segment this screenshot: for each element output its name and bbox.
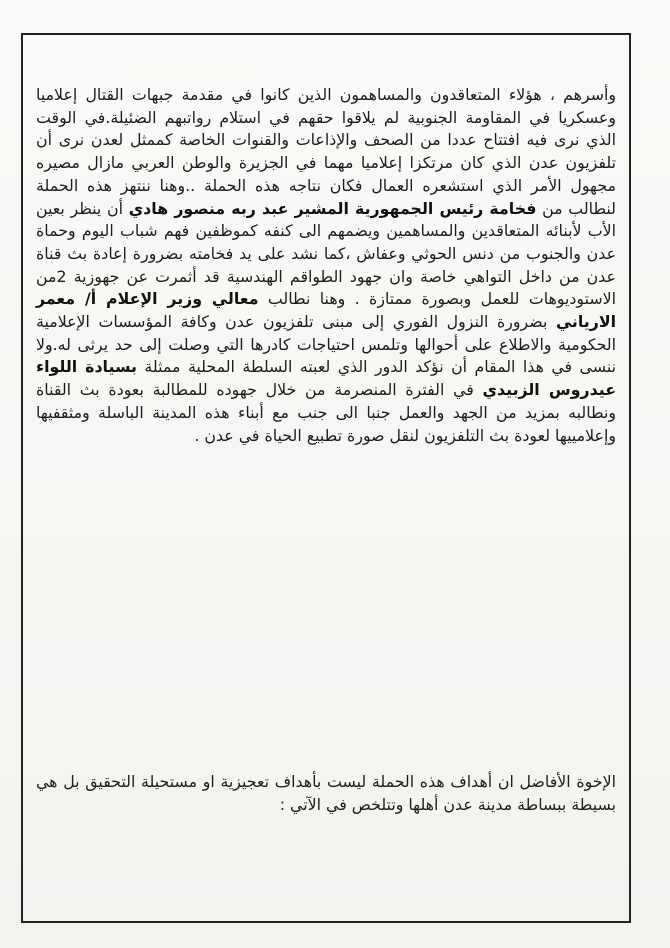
paragraph-text-4: في الفترة المنصرمة من خلال جهوده للمطالبة بعودة بث القناة ونطالبه بمزيد من الجهد والعمل جنبا الى جنب مع أبناء هذه المدينة الباسلة ومثقفيها وإعلامييها لعودة بث التلفزيون لنقل صورة تطبيع الحياة في عدن . — [36, 380, 616, 445]
paragraph-text-3: بضرورة النزول الفوري إلى مبنى تلفزيون عدن وكافة المؤسسات الإعلامية الحكومية والاطلاع على أحوالها وتلمس احتياجات كادرها التي وصلت إلى حد يرثى له.ولا ننسى في هذا المقام أن نؤكد الدور الذي لعبته السلطة المحلية ممثلة — [36, 312, 616, 377]
governor-name: بسيادة اللواء عيدروس الزبيدي — [36, 357, 616, 400]
closing-paragraph: الإخوة الأفاضل ان أهداف هذه الحملة ليست بأهداف تعجيزية او مستحيلة التحقيق بل هي بسيطة ببساطة مدينة عدن أهلها وتتلخص في الآتي : — [36, 772, 616, 814]
minister-name: معالي وزير الإعلام أ/ معمر الارياني — [36, 289, 617, 332]
president-name: فخامة رئيس الجمهورية المشير عبد ربه منصور هادي — [128, 198, 537, 218]
main-paragraph — [36, 84, 616, 447]
paragraph-text-2: أن ينظر بعين الأب لأبنائه المتعاقدين والمساهمين ويضمهم الى كنفه كموظفين فهم شباب اليوم وحماة عدن والجنوب من دنس الحوثي وعفاش ،كما نشد على يد فخامته بضرورة إعادة بث قناة عدن من داخل التواهي خاصة وان جهود الطواقم الهندسية قد أثمرت عن جهوزية 2من الاستوديوهات للعمل وبصورة ممتازة . وهنا نطالب — [36, 198, 616, 309]
paragraph-text-1: وأسرهم ، هؤلاء المتعاقدون والمساهمون الذين كانوا في مقدمة جبهات القتال إعلاميا وعسكريا في المقاومة الجنوبية لم يلاقوا حقهم في استلام رواتبهم الضئيلة.في الوقت الذي نرى فيه افتتاح عددا من الصحف والإذاعات والقنوات الخاصة كممثل لعدن نرى أن تلفزيون عدن الذي كان مرتكزا إعلاميا مهما في الجزيرة والوطن العربي مازال مصيره مجهول الأمر الذي استشعره العمال فكان نتاجه هذه الحملة ..وهنا ننتهز هذه الحملة لنطالب من — [36, 85, 616, 218]
